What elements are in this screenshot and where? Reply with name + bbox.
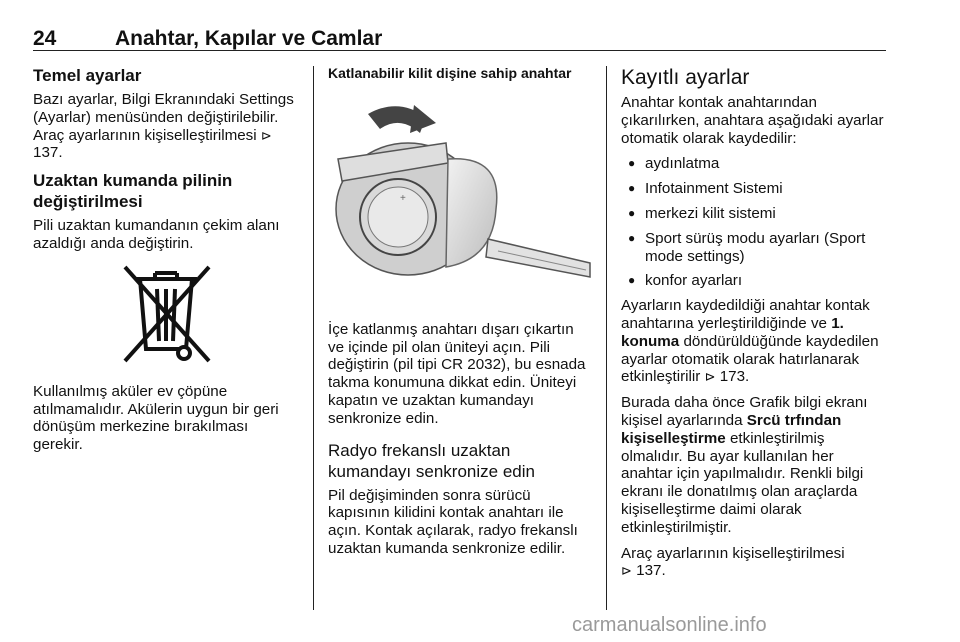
- paragraph-text: Ayarların kaydedildiği anahtar kontak anahtarına yerleştirildiğinde ve: [621, 297, 870, 332]
- settings-list: [621, 155, 889, 290]
- page-header: [33, 27, 886, 51]
- bold-term: 1. konuma: [621, 314, 844, 350]
- page-ref-icon: ⊳: [260, 127, 272, 143]
- column-divider-2: [606, 66, 607, 610]
- header-rule: [33, 50, 886, 51]
- paragraph: [621, 297, 889, 386]
- paragraph: Kullanılmış aküler ev çöpüne atılmamalıdır. Akülerin uygun bir geri dönüşüm merkezine bırakılması gerekir.: [33, 382, 279, 454]
- paragraph: Pil değişiminden sonra sürücü kapısının kilidini kontak anahtarı ile açın. Kontak açılarak, radyo frekanslı uzaktan kumanda senkronize edilir.: [328, 486, 578, 557]
- paragraph-text: Araç ayarlarının kişiselleştirilmesi: [621, 544, 845, 562]
- heading-radio-sync: Radyo frekanslı uzaktan kumandayı senkronize edin: [328, 440, 535, 481]
- page-ref: 173.: [719, 368, 750, 386]
- page-ref: 137.: [636, 562, 666, 580]
- list-item: ● Infotainment Sistemi: [621, 180, 889, 198]
- column-2: [328, 65, 593, 566]
- column-3: [621, 65, 889, 588]
- paragraph: [33, 91, 301, 162]
- list-item: ● konfor ayarları: [621, 272, 889, 290]
- bold-term: Srcü trfından kişiselleştirme: [621, 411, 842, 447]
- column-1: [33, 65, 301, 462]
- paragraph-text: etkinleştirilmiş olmalıdır. Bu ayar kullanılan her anahtar için yapılmalıdır. Renkli bilgi ekranı ile donatılmış olan araçlarda kişiselleştirme daimi olarak etkinleştirilmiştir.: [621, 429, 864, 536]
- heading-battery-replacement: Uzaktan kumanda pilinin değiştirilmesi: [33, 171, 233, 212]
- paragraph: İçe katlanmış anahtarı dışarı çıkartın ve içinde pil olan üniteyi açın. Pili değiştirin (pil tipi CR 2032), bu esnada takma konumuna dikkat edin. Üniteyi kapatın ve uzaktan kumandayı senkronize edin.: [328, 320, 586, 427]
- paragraph: Anahtar kontak anahtarından çıkarılırken, anahtara aşağıdaki ayarlar otomatik olarak kaydedilir:: [621, 94, 884, 147]
- paragraph: Pili uzaktan kumandanın çekim alanı azaldığı anda değiştirin.: [33, 217, 280, 252]
- paragraph-text: Bazı ayarlar, Bilgi Ekranındaki Settings (Ayarlar) menüsünden değiştirilebilir. Araç ayarlarının kişiselleştirilmesi: [33, 91, 294, 144]
- page-ref: 137.: [33, 144, 63, 162]
- recycle-bin-crossed-icon: [33, 261, 301, 369]
- paragraph-text: Burada daha önce Grafik bilgi ekranı kişisel ayarlarında: [621, 394, 868, 429]
- watermark: carmanualsonline.info: [572, 614, 767, 636]
- column-divider-1: [313, 66, 314, 610]
- figure-caption: Katlanabilir kilit dişine sahip anahtar: [328, 65, 572, 81]
- heading-basic-settings: Temel ayarlar: [33, 66, 142, 85]
- paragraph: [621, 394, 889, 536]
- page-number: 24: [33, 27, 57, 50]
- page-ref-icon: ⊳: [704, 369, 716, 385]
- list-item: ● Sport sürüş modu ayarları (Sport mode settings): [621, 230, 889, 266]
- list-item: ● aydınlatma: [621, 155, 889, 173]
- paragraph-text: döndürüldüğünde kaydedilen ayarlar otomatik olarak hatırlanarak etkinleştirilir: [621, 332, 879, 386]
- svg-text:+: +: [400, 192, 406, 204]
- key-battery-illustration: [328, 89, 593, 311]
- page-ref-icon: ⊳: [621, 563, 632, 579]
- list-item: ● merkezi kilit sistemi: [621, 205, 889, 223]
- paragraph: [621, 545, 889, 581]
- chapter-title: Anahtar, Kapılar ve Camlar: [115, 27, 383, 50]
- heading-saved-settings: Kayıtlı ayarlar: [621, 66, 750, 89]
